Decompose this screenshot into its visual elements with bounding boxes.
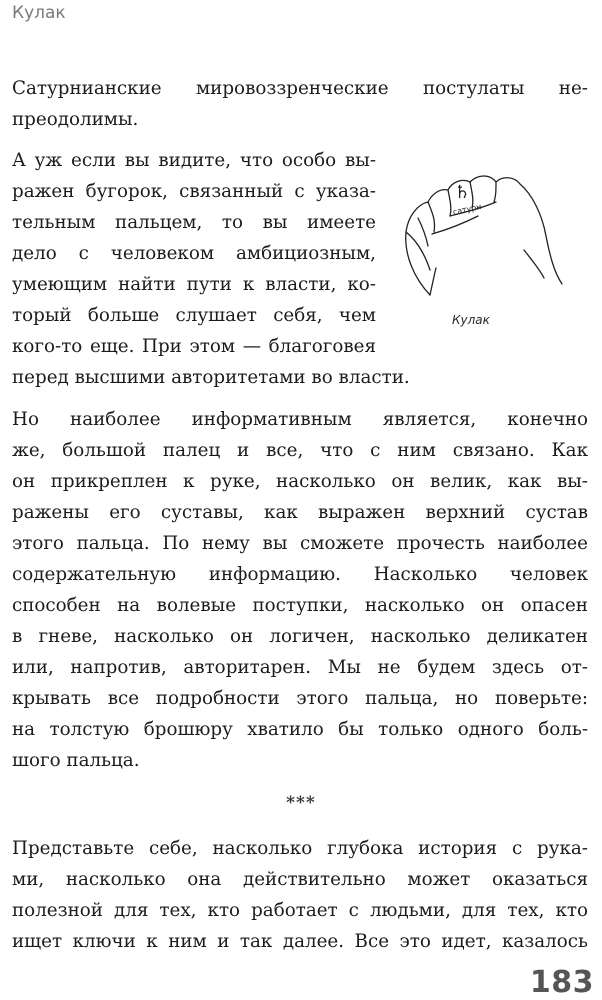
- running-header: Кулак: [12, 3, 66, 23]
- paragraph-4-line-4: ищет ключи к ним и так далее. Все это идет, казалось: [12, 931, 588, 952]
- paragraph-2-line-3: тельным пальцем, то вы имеете: [12, 212, 376, 233]
- paragraph-3-line-5: этого пальца. По нему вы сможете прочесть наиболее: [12, 533, 588, 554]
- paragraph-2-line-1: А уж если вы видите, что особо вы-: [12, 150, 376, 171]
- paragraph-1-line-2: преодолимы.: [12, 109, 139, 130]
- figure-caption: Кулак: [452, 313, 490, 327]
- paragraph-2-line-4: дело с человеком амбициозным,: [12, 243, 376, 264]
- saturn-symbol: ♄: [454, 182, 471, 203]
- paragraph-2-line-6: торый больше слушает себя, чем: [12, 305, 376, 326]
- paragraph-2-line-5: умеющим найти пути к власти, ко-: [12, 274, 376, 295]
- paragraph-3-line-9: или, напротив, авторитарен. Мы не будем здесь от-: [12, 657, 588, 678]
- fist-drawing-icon: [392, 160, 572, 310]
- paragraph-3-line-2: же, большой палец и все, что с ним связано. Как: [12, 440, 588, 461]
- paragraph-3-line-12: шого пальца.: [12, 750, 140, 771]
- paragraph-3-line-3: он прикреплен к руке, насколько он велик, как вы-: [12, 471, 588, 492]
- fist-figure: [392, 160, 572, 340]
- paragraph-3-line-10: крывать все подробности этого пальца, но поверьте:: [12, 688, 588, 709]
- paragraph-3-line-6: содержательную информацию. Насколько человек: [12, 564, 588, 585]
- paragraph-4-line-3: полезной для тех, кто работает с людьми, для тех, кто: [12, 900, 588, 921]
- paragraph-1-line-1: Сатурнианские мировоззренческие постулаты не-: [12, 78, 588, 99]
- paragraph-3-line-1: Но наиболее информативным является, конечно: [12, 409, 588, 430]
- paragraph-3-line-7: способен на волевые поступки, насколько он опасен: [12, 595, 588, 616]
- paragraph-4-line-2: ми, насколько она действительно может оказаться: [12, 869, 588, 890]
- section-separator: ***: [286, 793, 316, 813]
- paragraph-3-line-8: в гневе, насколько он логичен, насколько деликатен: [12, 626, 588, 647]
- paragraph-2-line-7: кого-то еще. При этом — благоговея: [12, 336, 376, 357]
- paragraph-4-line-1: Представьте себе, насколько глубока история с рука-: [12, 838, 588, 859]
- paragraph-3-line-4: ражены его суставы, как выражен верхний сустав: [12, 502, 588, 523]
- paragraph-3-line-11: на толстую брошюру хватило бы только одного боль-: [12, 719, 588, 740]
- paragraph-2-line-2: ражен бугорок, связанный с указа-: [12, 181, 376, 202]
- page-number: 183: [529, 965, 594, 1000]
- paragraph-2-line-8: перед высшими авторитетами во власти.: [12, 367, 410, 388]
- saturn-inscription: сатурн: [452, 201, 483, 217]
